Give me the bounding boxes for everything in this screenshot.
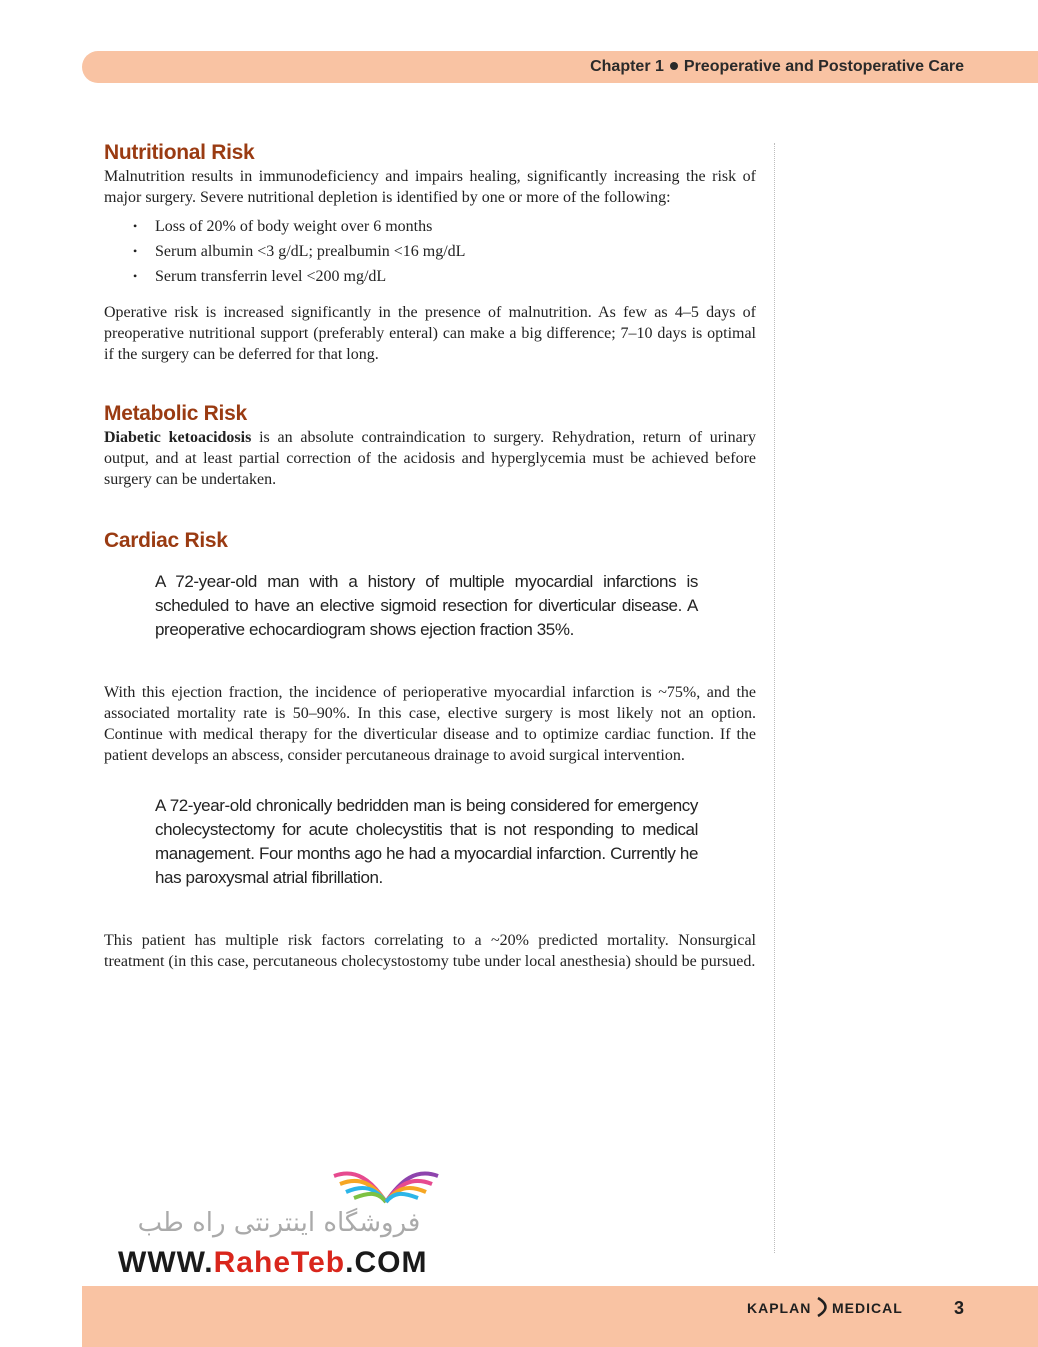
heading-cardiac-risk: Cardiac Risk <box>104 529 228 552</box>
heading-nutritional-risk: Nutritional Risk <box>104 141 255 164</box>
kaplan-logo: KAPLAN <box>747 1300 812 1316</box>
column-divider <box>774 143 775 1253</box>
metabolic-bold-term: Diabetic ketoacidosis <box>104 429 252 446</box>
nutritional-paragraph: Operative risk is increased significantly in the presence of malnutrition. As few as 4–5 days of preoperative nutritional support (preferably enteral) can make a big difference; 7–10 days is optimal if the surgery can be deferred for that long. <box>104 304 756 363</box>
logo-swoosh-icon <box>816 1296 828 1318</box>
url-suffix: .COM <box>345 1246 428 1279</box>
url-brand: RaheTeb <box>213 1246 346 1279</box>
cardiac-paragraph-1: With this ejection fraction, the incidence of perioperative myocardial infarction is ~75%, and the associated mortality rate is 50–90%. In this case, elective surgery is most likely not an option. Continue with medical therapy for the diverticular disease and to optimize cardiac function. If the patient develops an abscess, consider percutaneous drainage to avoid surgical intervention. <box>104 684 756 764</box>
page-number: 3 <box>954 1298 965 1318</box>
metabolic-paragraph-text: is an absolute contraindication to surgery. Rehydration, return of urinary output, and at least partial correction of the acidosis and hyperglycemia must be achieved before surgery can be undertaken. <box>104 429 757 488</box>
metabolic-paragraph <box>104 427 756 490</box>
open-book-logo-icon <box>326 1150 446 1210</box>
medical-label: MEDICAL <box>832 1300 903 1316</box>
bullet-dot-icon <box>670 62 678 70</box>
clinical-case-2: A 72-year-old chronically bedridden man is being considered for emergency cholecystectomy for acute cholecystitis that is not responding to medical management. Four months ago he had a myocardial infarction. Currently he has paroxysmal atrial fibrillation. <box>155 796 698 887</box>
nutritional-intro: Malnutrition results in immunodeficiency and impairs healing, significantly increasing the risk of major surgery. Severe nutritional depletion is identified by one or more of the following: <box>104 168 756 206</box>
list-item: • Loss of 20% of body weight over 6 months <box>104 216 756 237</box>
watermark-url <box>118 1246 427 1280</box>
header-bar <box>82 51 1038 83</box>
cardiac-paragraph-2: This patient has multiple risk factors correlating to a ~20% predicted mortality. Nonsurgical treatment (in this case, percutaneous cholecystostomy tube under local anesthesia) should be pursued. <box>104 932 756 970</box>
clinical-case-1: A 72-year-old man with a history of multiple myocardial infarctions is scheduled to have an elective sigmoid resection for diverticular disease. A preoperative echocardiogram shows ejection fraction 35%. <box>155 572 698 639</box>
chapter-label: Chapter 1 <box>590 58 664 75</box>
url-prefix: WWW. <box>118 1246 214 1279</box>
heading-metabolic-risk: Metabolic Risk <box>104 402 247 425</box>
list-item: • Serum albumin <3 g/dL; prealbumin <16 mg/dL <box>104 241 756 262</box>
main-content <box>104 140 756 972</box>
watermark-persian-text: فروشگاه اینترنتی راه طب <box>137 1208 421 1238</box>
chapter-title: Preoperative and Postoperative Care <box>683 58 964 75</box>
list-item: • Serum transferrin level <200 mg/dL <box>104 266 756 287</box>
watermark <box>118 1150 448 1280</box>
running-header <box>590 58 964 76</box>
nutritional-criteria-list <box>104 216 756 287</box>
footer-bar <box>82 1286 1038 1347</box>
